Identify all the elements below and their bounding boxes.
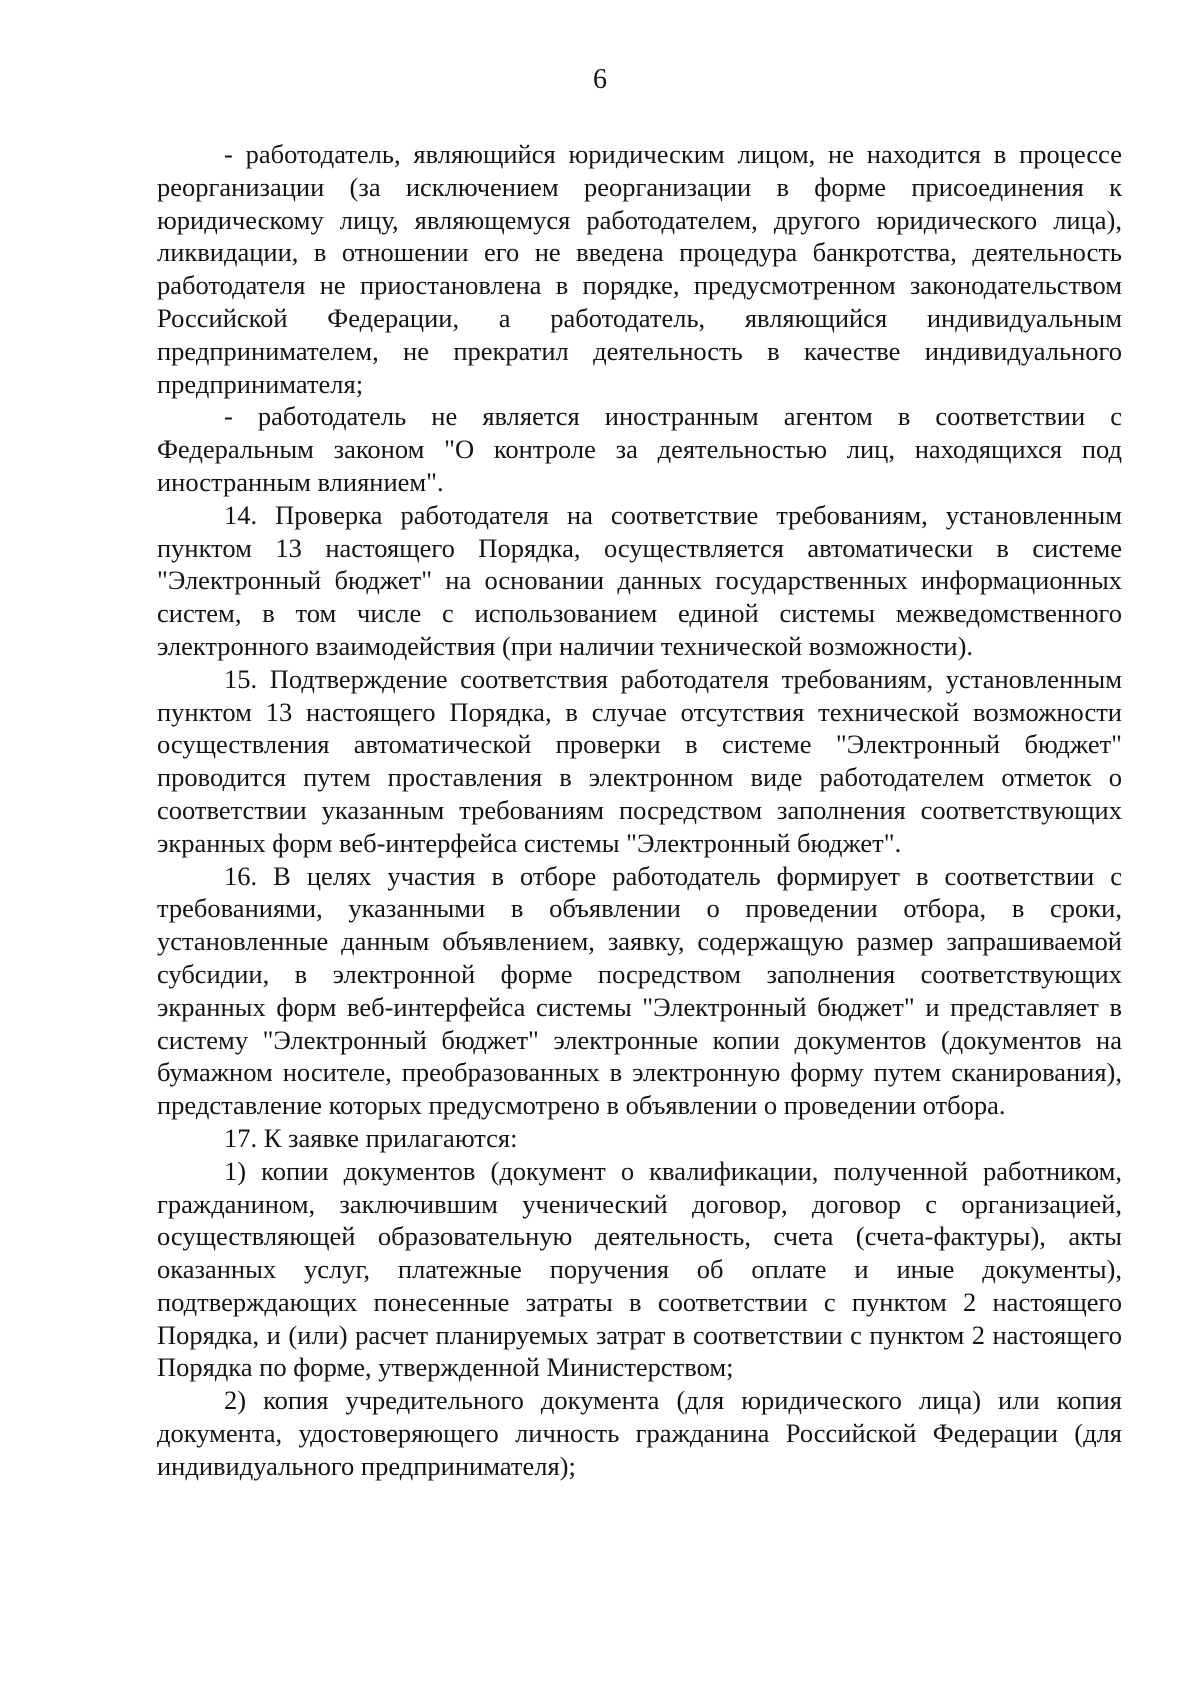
paragraph-employer-not-reorganizing: - работодатель, являющийся юридическим лицом, не находится в процессе реорганизации (за исключением реорганизации в форме присоединения к юридическому лицу, являющемуся работодателем, другого юридического лица), ликвидации, в отношении его не введена процедура банкротства, деятельность работодателя не приостановлена в порядке, предусмотренном законодательством Российской Федерации, а работодатель, являющийся индивидуальным предпринимателем, не прекратил деятельность в качестве индивидуального предпринимателя; <box>157 139 1122 399</box>
page-number: 6 <box>593 64 607 95</box>
paragraph-14-automatic-check: 14. Проверка работодателя на соответствие требованиям, установленным пунктом 13 настоящего Порядка, осуществляется автоматически в системе "Электронный бюджет" на основании данных государственных информационных систем, в том числе с использованием единой системы межведомственного электронного взаимодействия (при наличии технической возможности). <box>157 499 1122 661</box>
paragraph-17-attachments: 17. К заявке прилагаются: <box>224 1122 518 1153</box>
paragraph-15-confirmation: 15. Подтверждение соответствия работодателя требованиям, установленным пунктом 13 настоящего Порядка, в случае отсутствия технической возможности осуществления автоматической проверки в системе "Электронный бюджет" проводится путем проставления в электронном виде работодателем отметок о соответствии указанным требованиям посредством заполнения соответствующих экранных форм веб-интерфейса системы "Электронный бюджет". <box>157 663 1122 858</box>
document-body <box>157 138 1122 1483</box>
paragraph-17-item-2: 2) копия учредительного документа (для юридического лица) или копия документа, удостоверяющего личность гражданина Российской Федерации (для индивидуального предпринимателя); <box>157 1385 1122 1481</box>
paragraph-17-item-1: 1) копии документов (документ о квалификации, полученной работником, гражданином, заключившим ученический договор, договор с организацией, осуществляющей образовательную деятельность, счета (счета-фактуры), акты оказанных услуг, платежные поручения об оплате и иные документы), подтверждающих понесенные затраты в соответствии с пунктом 2 настоящего Порядка, и (или) расчет планируемых затрат в соответствии с пунктом 2 настоящего Порядка по форме, утвержденной Министерством; <box>157 1155 1122 1383</box>
paragraph-employer-not-foreign-agent: - работодатель не является иностранным агентом в соответствии с Федеральным законом "О контроле за деятельностью лиц, находящихся под иностранным влиянием". <box>157 401 1122 497</box>
paragraph-16-application: 16. В целях участия в отборе работодатель формирует в соответствии с требованиями, указанными в объявлении о проведении отбора, в сроки, установленные данным объявлением, заявку, содержащую размер запрашиваемой субсидии, в электронной форме посредством заполнения соответствующих экранных форм веб-интерфейса системы "Электронный бюджет" и представляет в систему "Электронный бюджет" электронные копии документов (документов на бумажном носителе, преобразованных в электронную форму путем сканирования), представление которых предусмотрено в объявлении о проведении отбора. <box>157 860 1122 1121</box>
